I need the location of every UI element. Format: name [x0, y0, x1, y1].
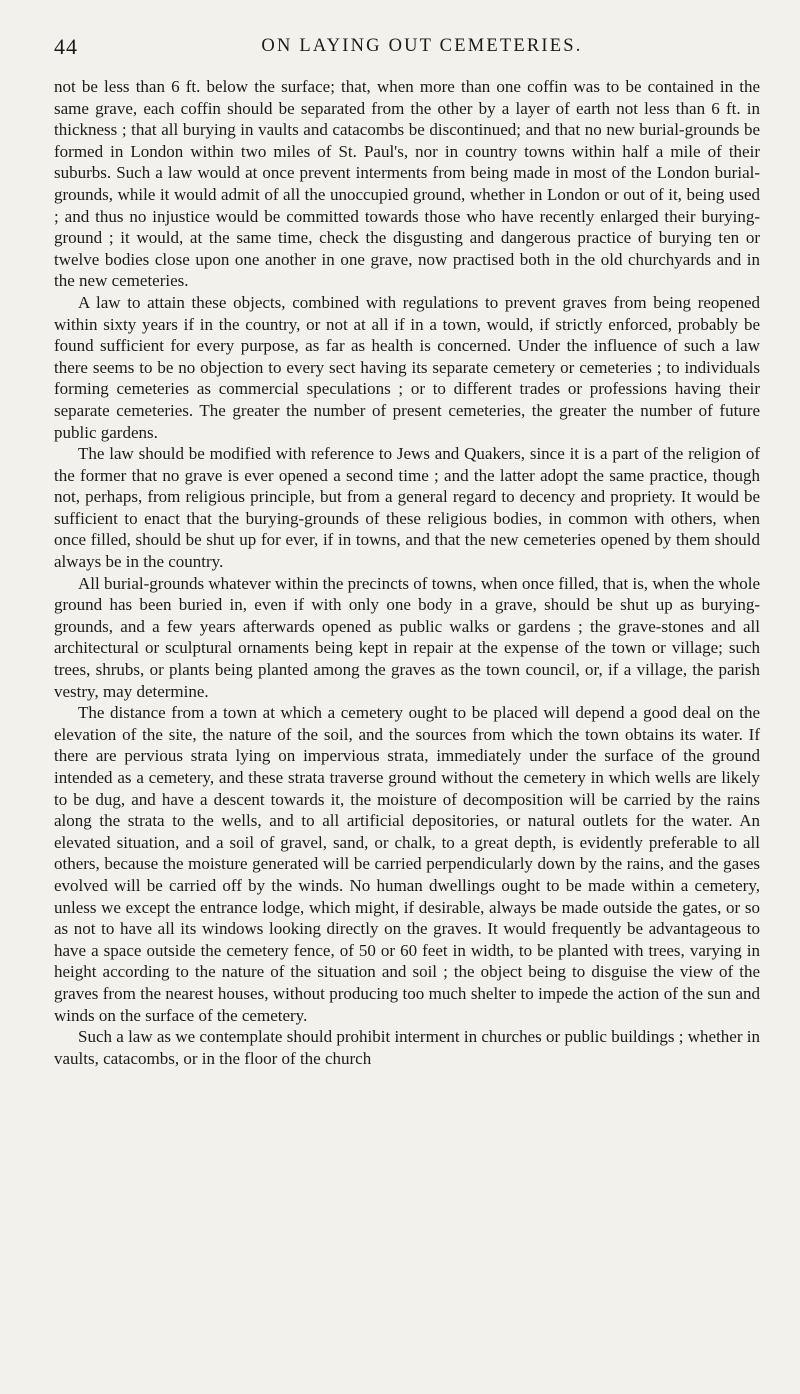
paragraph: not be less than 6 ft. below the surface; that, when more than one coffin was to be contained in the same grave, each coffin should be separated from the other by a layer of earth not less than 6 ft. in thickness ; that all burying in vaults and catacombs be discontinued; and that no new burial-grounds be formed in London within two miles of St. Paul's, nor in country towns within half a mile of their suburbs. Such a law would at once prevent interments from being made in most of the London burial-grounds, while it would admit of all the unoccupied ground, whether in London or out of it, being used ; and thus no injustice would be committed towards those who have recently enlarged their burying-ground ; it would, at the same time, check the disgusting and dangerous practice of burying ten or twelve bodies close upon one another in one grave, now practised both in the old churchyards and in the new cemeteries.: [54, 77, 760, 291]
body-text: [54, 76, 760, 1069]
paragraph: All burial-grounds whatever within the precincts of towns, when once filled, that is, when the whole ground has been buried in, even if with only one body in a grave, should be shut up as burying-grounds, and a few years afterwards opened as public walks or gardens ; the grave-stones and all architectural or sculptural ornaments being kept in repair at the expense of the town or village; such trees, shrubs, or plants being planted among the graves as the town council, or, if a village, the parish vestry, may determine.: [54, 573, 760, 701]
paragraph: Such a law as we contemplate should prohibit interment in churches or public buildings ; whether in vaults, catacombs, or in the floor of the church: [54, 1027, 760, 1068]
page-header: [54, 34, 760, 68]
running-title: ON LAYING OUT CEMETERIES.: [261, 36, 583, 56]
paragraph: The distance from a town at which a cemetery ought to be placed will depend a good deal on the elevation of the site, the nature of the soil, and the sources from which the town obtains its water. If there are pervious strata lying on impervious strata, immediately under the surface of the ground intended as a cemetery, and these strata traverse ground without the cemetery in which wells are likely to be dug, and have a descent towards it, the moisture of decomposition will be carried by the rains along the strata to the wells, and to all artificial depositories, or natural outlets for the water. An elevated situation, and a soil of gravel, sand, or chalk, to a great depth, is evidently preferable to all others, because the moisture generated will be carried perpendicularly down by the rains, and the gases evolved will be carried off by the winds. No human dwellings ought to be made within a cemetery, unless we except the entrance lodge, which might, if desirable, always be made outside the gates, or so as not to have all its windows looking directly on the graves. It would frequently be advantageous to have a space outside the cemetery fence, of 50 or 60 feet in width, to be planted with trees, varying in height according to the nature of the situation and soil ; the object being to disguise the view of the graves from the nearest houses, without producing too much shelter to impede the action of the sun and winds on the surface of the cemetery.: [54, 703, 760, 1025]
page-number: 44: [54, 34, 78, 59]
paragraph: A law to attain these objects, combined with regulations to prevent graves from being reopened within sixty years if in the country, or not at all if in a town, would, if strictly enforced, probably be found sufficient for every purpose, as far as health is concerned. Under the influence of such a law there seems to be no objection to every sect having its separate cemetery or cemeteries ; to individuals forming cemeteries as commercial speculations ; or to different trades or professions having their separate cemeteries. The greater the number of present cemeteries, the greater the number of future public gardens.: [54, 292, 760, 442]
paragraph: The law should be modified with reference to Jews and Quakers, since it is a part of the religion of the former that no grave is ever opened a second time ; and the latter adopt the same practice, though not, perhaps, from religious principle, but from a general regard to decency and propriety. It would be sufficient to enact that the burying-grounds of these religious bodies, in common with others, when once filled, should be shut up for ever, if in towns, and that the new cemeteries opened by them should always be in the country.: [54, 444, 760, 572]
